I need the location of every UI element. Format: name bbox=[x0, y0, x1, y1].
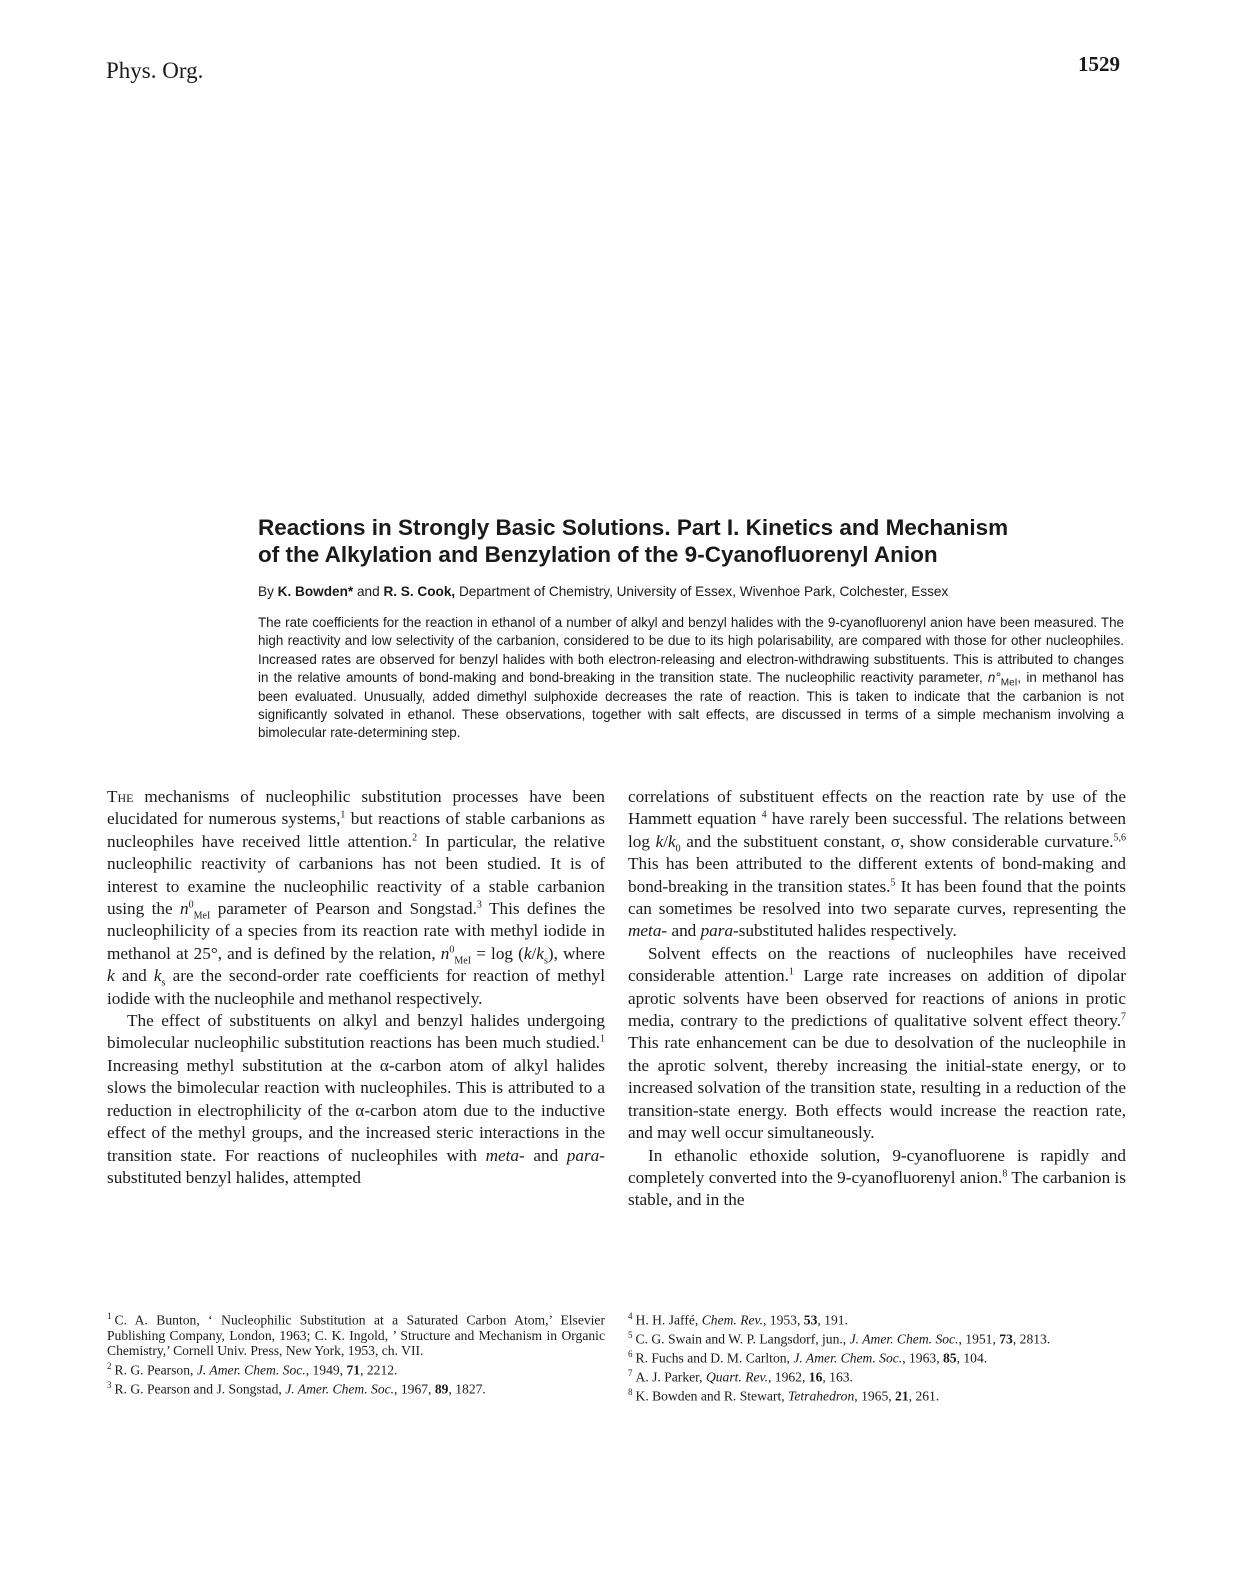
text-span: The carbanion is stable, and in the bbox=[628, 1167, 1126, 1210]
footnote-text: , 1953, bbox=[762, 1312, 804, 1328]
footnote-volume: 16 bbox=[808, 1369, 823, 1385]
text-span: = log ( bbox=[471, 943, 524, 963]
text-span: but reactions of stable carbanions as nucleophiles have received little attention. bbox=[107, 809, 605, 851]
ref-4: 4 bbox=[761, 809, 767, 821]
symbol-k: k bbox=[523, 943, 532, 963]
ref-2: 2 bbox=[412, 832, 418, 844]
footnote-text: , 104. bbox=[956, 1350, 988, 1366]
footnote-journal: J. Amer. Chem. Soc. bbox=[196, 1362, 306, 1378]
abstract-mei-sub: MeI bbox=[1000, 677, 1018, 689]
footnote-text: , 1962, bbox=[767, 1369, 809, 1385]
footnote-7 bbox=[628, 1366, 1126, 1385]
footnote-text: , 1951, bbox=[958, 1331, 1000, 1347]
abstract bbox=[258, 614, 1124, 743]
footnote-text: , 2813. bbox=[1012, 1331, 1051, 1347]
ref-3: 3 bbox=[476, 899, 482, 911]
footnote-8 bbox=[628, 1385, 1126, 1404]
footnote-text: , 1827. bbox=[448, 1381, 486, 1397]
running-header-journal: Phys. Org. bbox=[106, 58, 204, 83]
footnote-volume: 71 bbox=[346, 1362, 361, 1378]
footnote-3 bbox=[107, 1378, 605, 1397]
footnote-journal: Chem. Rev. bbox=[701, 1312, 763, 1328]
footnote-text: R. G. Pearson and J. Songstad, bbox=[114, 1381, 286, 1397]
abstract-text-a: The rate coefficients for the reaction in ethanol of a number of alkyl and benzyl halides with the 9-cyanofluorenyl anion have been measured. The high reactivity and low selectivity of the carbanion, considered to be due to its high polarisability, are compared with those for other nucleophiles. Increased rates are observed for benzyl halides with both electron-releasing and electron-withdrawing substituents. This is attributed to changes in the relative amounts of bond-making and bond-breaking in the transition state. The nucleophilic reactivity parameter, bbox=[258, 615, 1124, 686]
text-span: - and bbox=[661, 921, 701, 941]
abstract-text-b: , in methanol has been evaluated. Unusually, added dimethyl sulphoxide decreases the rate of reaction. This is taken to indicate that the carbanion is not significantly solvated in ethanol. These observations, together with salt effects, are discussed in terms of a simple mechanism involving a bimolecular rate-determining step. bbox=[258, 670, 1124, 741]
footnote-text: , 1963, bbox=[902, 1350, 943, 1366]
footnote-journal: J. Amer. Chem. Soc. bbox=[285, 1381, 395, 1397]
text-span: Increasing methyl substitution at the α-carbon atom of alkyl halides slows the bimolecular reaction with nucleophiles. This is attributed to a reduction in electrophilicity of the α-carbon atom due to the inductive effect of the methyl groups, and the increased steric interactions in the transition state. For reactions of nucleophiles with bbox=[107, 1055, 605, 1165]
ref-8: 8 bbox=[1002, 1168, 1008, 1180]
text-span: mechanisms of nucleophilic substitution processes have been elucidated for numerous systems, bbox=[107, 787, 605, 829]
text-span: In ethanolic ethoxide solution, 9-cyanofluorene is rapidly and completely converted into the 9-cyanofluorenyl anion. bbox=[628, 1145, 1126, 1187]
text-span: In particular, the relative nucleophilic reactivity of carbanions has not been studied. It is of interest to examine the nucleophilic reactivity of a stable carbanion using the bbox=[107, 831, 605, 919]
footnote-4 bbox=[628, 1309, 1126, 1328]
paragraph-intro bbox=[107, 786, 605, 1010]
ref-1: 1 bbox=[788, 966, 794, 978]
paragraph-hammett bbox=[628, 786, 1126, 943]
body-column-right bbox=[628, 786, 1126, 1212]
footnote-number: 2 bbox=[107, 1360, 112, 1371]
paragraph-solvent bbox=[628, 943, 1126, 1145]
footnote-text: C. G. Swain and W. P. Langsdorf, jun., bbox=[635, 1331, 850, 1347]
footnote-journal: Tetrahedron bbox=[788, 1388, 855, 1404]
footnote-text: , 163. bbox=[822, 1369, 853, 1385]
symbol-k: k bbox=[668, 831, 676, 851]
symbol-zero: 0 bbox=[675, 843, 681, 855]
italic-para: para bbox=[566, 1145, 600, 1165]
italic-meta: meta bbox=[628, 921, 662, 941]
footnote-journal: J. Amer. Chem. Soc. bbox=[793, 1350, 903, 1366]
footnote-volume: 89 bbox=[434, 1381, 449, 1397]
text-span: parameter of Pearson and Songstad. bbox=[210, 899, 477, 919]
footnote-text: , 191. bbox=[817, 1312, 848, 1328]
text-span: -substituted benzyl halides, attempted bbox=[107, 1145, 605, 1187]
ref-7: 7 bbox=[1121, 1011, 1126, 1023]
text-span: and the substituent constant, σ, show considerable curvature. bbox=[680, 831, 1114, 851]
symbol-n: n bbox=[440, 943, 450, 963]
footnote-volume: 85 bbox=[942, 1350, 957, 1366]
text-span: This rate enhancement can be due to desolvation of the nucleophile in the aprotic solvent, thereby increasing the initial-state energy, or to increased solvation of the transition state, resulting in a reduction of the transition-state energy. Both effects would increase the reaction rate, and may well occur simultaneously. bbox=[628, 1033, 1126, 1143]
text-span: The effect of substituents on alkyl and benzyl halides undergoing bimolecular nucleophilic substitution reactions has been much studied. bbox=[107, 1011, 605, 1053]
text-span: ), where bbox=[547, 943, 605, 963]
paragraph-substituents bbox=[107, 1010, 605, 1189]
text-span: This defines the nucleophilicity of a species from its reaction rate with methyl iodide in methanol at 25°, and is defined by the relation, bbox=[107, 899, 605, 963]
footnotes-left bbox=[107, 1309, 605, 1397]
footnote-volume: 53 bbox=[803, 1312, 818, 1328]
text-span: Large rate increases on addition of dipolar aprotic solvents have been observed for reactions of anions in protic media, contrary to the predictions of qualitative solvent effect theory. bbox=[628, 966, 1126, 1031]
body-column-left bbox=[107, 786, 605, 1189]
footnote-5 bbox=[628, 1328, 1126, 1347]
footnote-text: , 1967, bbox=[394, 1381, 435, 1397]
text-span: Solvent effects on the reactions of nucleophiles have received considerable attention. bbox=[628, 943, 1126, 986]
text-span: It has been found that the points can sometimes be resolved into two separate curves, representing the bbox=[628, 876, 1126, 919]
footnote-number: 3 bbox=[107, 1379, 112, 1390]
symbol-n: n bbox=[180, 899, 189, 919]
symbol-k: k bbox=[107, 966, 115, 986]
symbol-k: k bbox=[153, 966, 162, 986]
footnote-text: K. Bowden and R. Stewart, bbox=[635, 1388, 789, 1404]
footnote-text: R. G. Pearson, bbox=[114, 1362, 197, 1378]
symbol-s: s bbox=[543, 955, 548, 967]
byline bbox=[258, 584, 1128, 599]
symbol-k: k bbox=[655, 831, 664, 851]
footnote-number: 1 bbox=[107, 1311, 112, 1321]
footnote-text: C. A. Bunton, ‘ Nucleophilic Substitution at a Saturated Carbon Atom,’ Elsevier Publishing Company, London, 1963; C. K. Ingold, ’ Structure and Mechanism in Organic Chemistry,’ Cornell Univ. Press, New York, 1953, ch. VII. bbox=[107, 1312, 605, 1359]
text-span: correlations of substituent effects on the reaction rate by use of the Hammett equation bbox=[628, 787, 1126, 829]
text-span: / bbox=[531, 943, 537, 963]
by-label: By bbox=[258, 584, 274, 599]
footnote-6 bbox=[628, 1347, 1126, 1366]
ref-5-6: 5,6 bbox=[1113, 832, 1127, 844]
abstract-n-symbol: n° bbox=[987, 670, 1001, 686]
symbol-mei: MeI bbox=[454, 955, 472, 967]
author-2: R. S. Cook, bbox=[383, 584, 456, 599]
footnote-text: , 2212. bbox=[360, 1362, 398, 1378]
affiliation: Department of Chemistry, University of Essex, Wivenhoe Park, Colchester, Essex bbox=[458, 584, 949, 599]
footnote-number: 6 bbox=[628, 1348, 633, 1359]
text-span: and bbox=[114, 966, 154, 986]
footnote-text: , 1949, bbox=[305, 1362, 347, 1378]
footnote-volume: 73 bbox=[999, 1331, 1013, 1347]
page-number: 1529 bbox=[1078, 52, 1120, 76]
footnote-text: H. H. Jaffé, bbox=[635, 1312, 702, 1328]
text-span: are the second-order rate coefficients for reaction of methyl iodide with the nucleophile and methanol respectively. bbox=[107, 966, 605, 1008]
symbol-s: s bbox=[161, 977, 166, 989]
footnote-journal: J. Amer. Chem. Soc. bbox=[849, 1331, 959, 1347]
text-span: have rarely been successful. The relations between log bbox=[628, 809, 1126, 851]
paragraph-ethanolic bbox=[628, 1145, 1126, 1212]
text-span: / bbox=[663, 831, 669, 851]
italic-para: para bbox=[700, 921, 734, 941]
footnote-1 bbox=[107, 1309, 605, 1359]
footnote-number: 4 bbox=[628, 1311, 633, 1321]
ref-1: 1 bbox=[340, 809, 346, 821]
symbol-zero: 0 bbox=[188, 899, 194, 911]
symbol-mei: MeI bbox=[193, 910, 211, 922]
ref-1: 1 bbox=[600, 1033, 605, 1045]
footnote-text: R. Fuchs and D. M. Carlton, bbox=[635, 1350, 794, 1366]
author-1: K. Bowden* bbox=[277, 584, 354, 599]
text-span: This has been attributed to the different extents of bond-making and bond-breaking in the transition states. bbox=[628, 854, 1126, 896]
footnotes-right bbox=[628, 1309, 1126, 1404]
footnote-text: A. J. Parker, bbox=[635, 1369, 706, 1385]
footnote-number: 8 bbox=[628, 1386, 633, 1397]
ref-5: 5 bbox=[890, 876, 896, 888]
article-title bbox=[258, 514, 1128, 568]
footnote-2 bbox=[107, 1359, 605, 1378]
opening-word: The bbox=[107, 787, 134, 806]
symbol-zero: 0 bbox=[449, 944, 455, 956]
symbol-k: k bbox=[536, 943, 544, 963]
footnote-volume: 21 bbox=[895, 1388, 909, 1404]
footnote-text: , 261. bbox=[908, 1388, 940, 1404]
title-line-1: Reactions in Strongly Basic Solutions. Part I. Kinetics and Mechanism bbox=[258, 515, 1009, 540]
text-span: - and bbox=[519, 1145, 567, 1165]
footnote-number: 5 bbox=[628, 1329, 633, 1340]
footnote-number: 7 bbox=[628, 1367, 633, 1378]
text-span: -substituted halides respectively. bbox=[733, 921, 957, 941]
and-label: and bbox=[356, 584, 380, 599]
title-line-2: of the Alkylation and Benzylation of the 9-Cyanofluorenyl Anion bbox=[258, 542, 938, 567]
footnote-text: , 1965, bbox=[854, 1388, 896, 1404]
footnote-journal: Quart. Rev. bbox=[705, 1369, 768, 1385]
italic-meta: meta bbox=[485, 1145, 520, 1165]
